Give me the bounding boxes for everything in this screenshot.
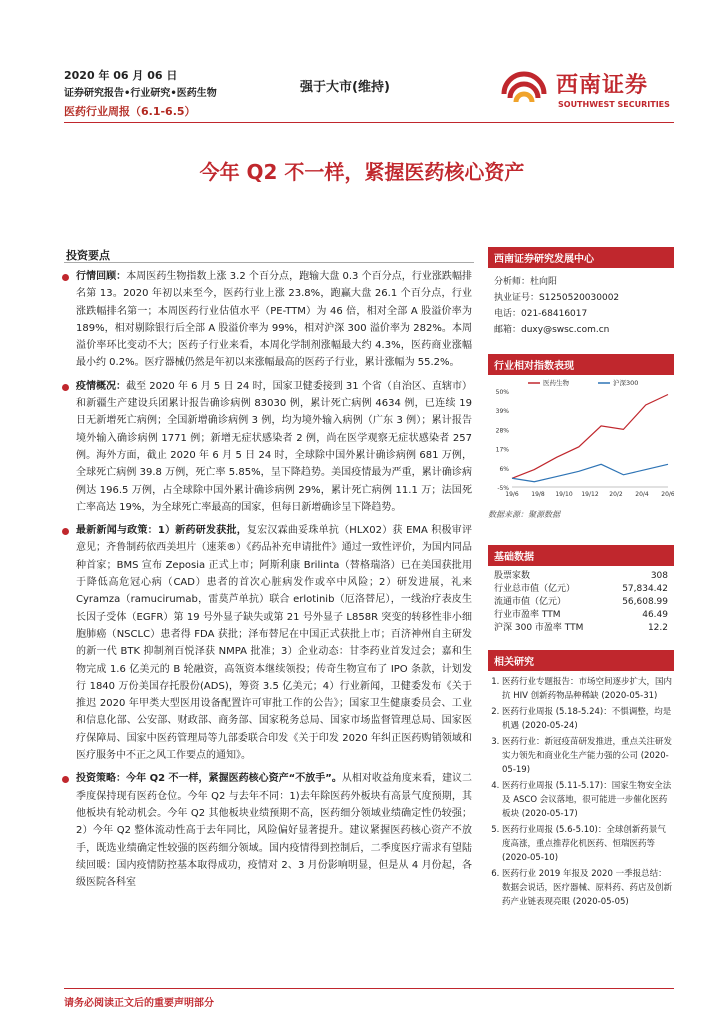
basic-data-key: 股票家数 <box>494 571 531 581</box>
related-panel <box>488 650 674 911</box>
bullet-icon <box>62 776 69 783</box>
y-tick-label: 28% <box>495 427 509 435</box>
paragraph-lead: 疫情概况： <box>76 380 127 392</box>
phone: 电话：021-68416017 <box>494 309 588 319</box>
x-tick-label: 19/10 <box>555 491 573 498</box>
report-weekly: 医药行业周报（6.1-6.5） <box>64 105 196 118</box>
main-content <box>62 268 472 897</box>
chart-panel <box>488 354 674 520</box>
paragraph-strategy <box>62 770 472 891</box>
y-tick-label: 50% <box>495 389 509 396</box>
paragraph-epidemic <box>62 378 472 516</box>
logo-mark-icon <box>498 64 550 116</box>
section-label: 投资要点 <box>66 249 110 262</box>
basic-data-key: 行业市盈率 TTM <box>494 610 561 620</box>
paragraph-market <box>62 268 472 372</box>
y-tick-label: 6% <box>499 465 509 473</box>
legend-label: 医药生物 <box>543 379 569 387</box>
logo-en: SOUTHWEST SECURITIES <box>558 100 670 109</box>
paragraph-news <box>62 522 472 764</box>
rating: 强于大市(维持) <box>300 80 390 95</box>
basic-data-row <box>494 622 668 635</box>
footer-disclaimer[interactable]: 请务必阅读正文后的重要声明部分 <box>64 998 214 1009</box>
basic-data-row <box>494 609 668 622</box>
basic-data-header: 基础数据 <box>488 545 674 566</box>
report-date: 2020 年 06 月 06 日 <box>64 69 178 82</box>
x-tick-label: 19/8 <box>531 491 545 498</box>
basic-data-key: 流通市值（亿元） <box>494 597 567 607</box>
email[interactable]: 邮箱：duxy@swsc.com.cn <box>494 325 610 335</box>
related-header: 相关研究 <box>488 650 674 671</box>
y-tick-label: -5% <box>497 485 509 492</box>
logo-name: 西南证券 <box>556 73 649 98</box>
basic-data-value: 308 <box>650 571 668 581</box>
series-line-0 <box>512 394 668 478</box>
x-tick-label: 20/2 <box>609 491 623 498</box>
relative-index-chart <box>488 375 674 505</box>
basic-data-row <box>494 570 668 583</box>
related-item[interactable]: 2. 医药行业周报 (5.18-5.24)：不惧调整，均是机遇 (2020-05-24) <box>502 705 674 733</box>
analyst: 分析师：杜向阳 <box>494 277 558 287</box>
paragraph-lead: 投资策略：今年 Q2 不一样，紧握医药核心资产“不放手”。 <box>76 773 342 785</box>
basic-data-panel <box>488 545 674 639</box>
paragraph-text: 截至 2020 年 6 月 5 日 24 时，国家卫健委接到 31 个省（自治区、直辖市）和新疆生产建设兵团累计报告确诊病例 83030 例，累计死亡病例 4634 例，已连续 19 日无新增死亡病例；全国新增确诊病例 3 例，均为境外输入病例（广东 3 例）；累计报告境外输入确诊病例 1771 例；新增无症状感染者 2 例，尚在医学观察无症状感染者 257 例。海外方面，截止 2020 年 6 月 5 日 24 时，全球除中国外累计确诊病例 681 万例，全球死亡病例 39.8 万例，死亡率 5.85%，呈下降趋势。美国疫情最为严重，累计确诊病例达 196.5 万例，占全球除中国外累计确诊病例 29%，累计死亡病例 11.1 万；法国死亡率高达 19%，为全球死亡率最高的国家，但每日新增确诊呈下降趋势。 <box>76 380 472 513</box>
related-list <box>488 675 674 909</box>
company-logo <box>498 64 678 120</box>
y-tick-label: 39% <box>495 408 509 416</box>
series-line-1 <box>512 464 668 481</box>
bullet-icon <box>62 528 69 535</box>
bullet-icon <box>62 384 69 391</box>
chart-source: 数据来源：聚源数据 <box>488 510 560 519</box>
y-tick-label: 17% <box>495 446 509 454</box>
bullet-icon <box>62 274 69 281</box>
basic-data-row <box>494 583 668 596</box>
header-divider <box>64 122 674 123</box>
related-item[interactable]: 6. 医药行业 2019 年报及 2020 一季报总结：数据会说话，医疗器械、原料药、药店及创新药产业链表现亮眼 (2020-05-05) <box>502 867 674 909</box>
basic-data-value: 12.2 <box>647 623 668 633</box>
x-tick-label: 20/6 <box>661 491 674 498</box>
basic-data-row <box>494 596 668 609</box>
sidebar <box>488 247 674 338</box>
paragraph-text: 从相对收益角度来看，建议二季度保持现有医药仓位。今年 Q2 与去年不同：1)去年除医药外板块有高景气度预期，其他板块有轮动机会。今年 Q2 其他板块业绩预期不高，医药细分领域业绩确定性仍较强；2）今年 Q2 整体流动性高于去年同比，风险偏好显著提升。建议紧握医药核心资产不放手，既选业绩确定性较强的医药细分领域。国内疫情得到控制后，二季度医疗需求有望陆续回暖：国内疫情防控基本取得成功，疫情对 2、3 月份影响明显，但是从 4 月份起，各级医院各科室 <box>76 773 472 889</box>
legend-label: 沪深300 <box>613 379 639 387</box>
basic-data-table <box>488 566 674 639</box>
paragraph-lead: 最新新闻与政策：1）新药研发获批， <box>76 525 247 537</box>
x-tick-label: 19/12 <box>581 491 599 498</box>
paragraph-text: 本周医药生物指数上涨 3.2 个百分点，跑输大盘 0.3 个百分点，行业涨跌幅排名第 13。2020 年初以来至今，医药行业上涨 23.8%，跑赢大盘 26.1 个百分点，行业涨跌幅排名第一；本周医药行业估值水平（PE-TTM）为 46 倍，相对全部 A 股溢价率为 189%，相对剔除银行后全部 A 股溢价率为 99%，相对沪深 300 溢价率为 282%。本周溢价率环比变动不大；医药子行业来看，本周化学制剂涨幅最大约 4.3%，医药商业涨幅最小约 0.2%。医疗器械仍然是年初以来涨幅最高的医药子行业，累计涨幅为 55.2%。 <box>76 271 472 369</box>
related-item[interactable]: 3. 医药行业：新冠疫苗研发推进，重点关注研发实力领先和商业化生产能力强的公司 (2020-05-19) <box>502 735 674 777</box>
basic-data-key: 沪深 300 市盈率 TTM <box>494 623 584 633</box>
related-item[interactable]: 4. 医药行业周报 (5.11-5.17)：国家生物安全法及 ASCO 会议落地，很可能进一步催化医药板块 (2020-05-17) <box>502 779 674 821</box>
x-tick-label: 19/6 <box>505 491 519 498</box>
basic-data-value: 57,834.42 <box>622 584 668 594</box>
basic-data-key: 行业总市值（亿元） <box>494 584 576 594</box>
report-category: 证券研究报告•行业研究•医药生物 <box>64 88 217 99</box>
paragraph-lead: 行情回顾： <box>76 271 127 282</box>
footer-divider <box>64 988 674 989</box>
license: 执业证号：S1250520030002 <box>494 293 620 303</box>
basic-data-value: 56,608.99 <box>622 597 668 607</box>
section-divider <box>64 262 474 263</box>
paragraph-text: 复宏汉霖曲妥珠单抗（HLX02）获 EMA 积极审评意见；齐鲁制药依西美坦片（速莱®）《药品补充申请批件》通过一致性评价，为国内同品种首家；BMS 宣布 Zeposia 正式上市；阿斯利康 Brilinta（替格瑞洛）已在美国获批用于降低高危冠心病（CAD）患者的首次心脏病发作或卒中风险；2）研发进展，礼来 Cyramza（ramucirumab，雷莫芦单抗）联合 erlotinib（厄洛替尼），一线治疗表皮生长因子受体（EGFR）第 19 号外显子缺失或第 21 号外显子 L858R 突变的转移性非小细胞肺癌（NSCLC）患者得 FDA 获批；泽布替尼在中国正式获批上市；百济神州自主研发的新一代 BTK 抑制剂百悦泽获 NMPA 批准；3）企业动态：甘李药业首发过会；嘉和生物完成 1.6 亿美元的 B 轮融资，高瓴资本继续领投；传奇生物宣布了 IPO 条款，计划发行 1840 万份美国存托股份(ADS)，筹资 3.5 亿美元；4）行业新闻，卫健委发布《关于推迟 2020 年甲类大型医用设备配置许可审批工作的公告》；国家卫生健康委员会、工业和信息化部、公安部、财政部、商务部、国家税务总局、国家市场监督管理总局、国家医疗保障局、国家中医药管理局等九部委联合印发《关于印发 2020 年纠正医药购销领域和医疗服务中不正之风工作要点的通知》。 <box>76 525 472 762</box>
x-tick-label: 20/4 <box>635 491 649 498</box>
chart-section-header: 行业相对指数表现 <box>488 354 674 375</box>
research-center-header: 西南证券研究发展中心 <box>488 247 674 268</box>
page-title: 今年 Q2 不一样，紧握医药核心资产 <box>199 160 525 184</box>
basic-data-value: 46.49 <box>642 610 668 620</box>
related-item[interactable]: 5. 医药行业周报 (5.6-5.10)：全球创新药景气度高涨，重点推荐化机医药、恒瑞医药等 (2020-05-10) <box>502 823 674 865</box>
related-item[interactable]: 1. 医药行业专题报告：市场空间逐步扩大，国内抗 HIV 创新药物品种稀缺 (2020-05-31) <box>502 675 674 703</box>
